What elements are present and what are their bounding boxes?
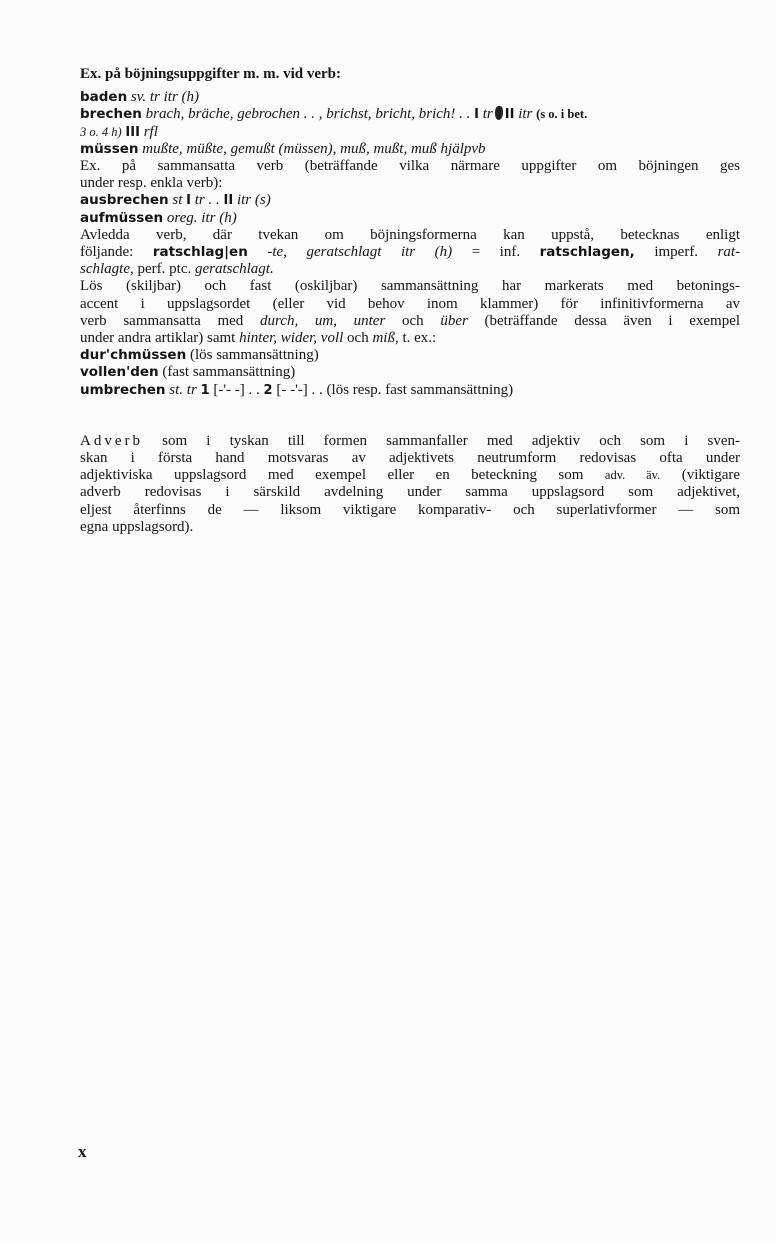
entry-brechen-cont [80, 124, 740, 141]
text-line: egna uppslagsord). [80, 518, 194, 535]
ink-blot [495, 106, 503, 120]
text: (viktigare [681, 467, 741, 484]
entry-mussen [80, 141, 740, 158]
text-line [80, 244, 740, 261]
prefix: miß, [372, 330, 399, 347]
text-line [80, 467, 740, 484]
headword: brechen [80, 106, 142, 123]
grammar: oreg. itr (h) [166, 209, 237, 226]
text-line: accent i uppslagsordet (eller vid behov inom klammer) för infinitivformerna av [80, 295, 740, 312]
forms: mußte, müßte, gemußt (müssen), muß, mußt, muß hjälpvb [142, 140, 486, 157]
page-number: x [78, 1142, 87, 1161]
text-line: adverb redovisas i särskild avdelning under samma uppslagsord som adjektivet, [80, 484, 740, 501]
text-line [80, 261, 740, 278]
grammar: itr [518, 106, 533, 123]
prefix-list: durch, um, unter [260, 312, 386, 329]
headword: dur'chmüssen [80, 347, 187, 364]
entry-durchmussen [80, 347, 740, 364]
grammar: (s) [254, 192, 271, 209]
text: perf. ptc. [137, 261, 192, 278]
grammar: st. tr [169, 381, 197, 398]
sense-number: 1 [200, 382, 210, 398]
text-line: Avledda verb, där tvekan om böjningsformerna kan uppstå, betecknas enligt [80, 226, 740, 243]
text: (lös sammansättning) [189, 347, 319, 364]
heading: Ex. på böjningsuppgifter m. m. vid verb: [80, 66, 342, 82]
grammar: rfl [143, 123, 158, 140]
page-body [80, 66, 740, 536]
text: som i tyskan till formen sammanfaller med adjektiv och som i sven- [162, 432, 740, 449]
entry-aufmussen [80, 210, 740, 227]
grammar: st [172, 192, 183, 209]
grammar: tr . . [194, 192, 220, 209]
text-line [80, 330, 740, 347]
grammar: 3 o. 4 h) [80, 124, 122, 139]
sense-number: 2 [263, 382, 273, 398]
accent-pattern: [- -'-] . . [276, 381, 323, 398]
roman-numeral: I [474, 107, 480, 123]
text: (fast sammansättning) [162, 364, 296, 381]
headword: umbrechen [80, 381, 166, 398]
text: verb sammansatta med [80, 312, 244, 329]
grammar: schlagte, [80, 261, 134, 278]
headword: ratschlag|en [152, 244, 248, 261]
headword: aufmüssen [80, 209, 164, 226]
grammar: tr [482, 106, 493, 123]
grammar: rat- [717, 244, 741, 261]
entry-baden [80, 89, 740, 106]
headword: ausbrechen [80, 192, 169, 209]
grammar: (s o. i bet. [536, 107, 588, 122]
emphasis-word: Adverb [80, 432, 143, 449]
text: (beträffande dessa även i exempel [484, 312, 741, 329]
entry-ausbrechen [80, 192, 740, 209]
text-line [80, 313, 740, 330]
text: (lös resp. fast sammansättning) [326, 381, 514, 398]
text: t. ex.: [402, 330, 437, 347]
headword: vollen'den [80, 364, 159, 381]
grammar: itr [236, 192, 252, 209]
text: imperf. [654, 244, 699, 261]
roman-numeral: III [125, 124, 140, 140]
entry-brechen [80, 106, 740, 123]
grammar: sv. tr itr (h) [130, 89, 200, 106]
text: och [401, 312, 424, 329]
text-line: skan i första hand motsvaras av adjektivets neutrumform redovisas ofta under [80, 450, 740, 467]
text: = inf. [471, 244, 521, 261]
text-line: Ex. på sammansatta verb (beträffande vilka närmare uppgifter om böjningen ges [80, 158, 740, 175]
text-line: under resp. enkla verb): [80, 175, 223, 192]
prefix-list: hinter, wider, voll [239, 330, 344, 347]
entry-umbrechen [80, 382, 740, 399]
text: och [347, 330, 369, 347]
roman-numeral: II [504, 107, 515, 123]
headword: ratschlagen, [539, 244, 635, 261]
text-line: eljest återfinns de — liksom viktigare komparativ- och superlativformer — som [80, 501, 740, 518]
grammar: geratschlagt. [194, 261, 274, 278]
forms: brach, bräche, gebrochen . . , brichst, bricht, brich! . . [145, 106, 471, 123]
text: följande: [80, 244, 134, 261]
text-line: Lös (skiljbar) och fast (oskiljbar) sammansättning har markerats med betonings- [80, 278, 740, 295]
grammar: -te, geratschlagt itr (h) [267, 244, 453, 261]
roman-numeral: I [186, 193, 191, 209]
text: adjektiviska uppslagsord med exempel eller en beteckning som [80, 467, 584, 484]
text-line [80, 433, 740, 450]
headword: müssen [80, 140, 139, 157]
entry-vollenden [80, 364, 740, 381]
accent-pattern: [-'- -] . . [213, 381, 260, 398]
prefix: über [440, 312, 468, 329]
abbreviation: adv. äv. [604, 468, 661, 483]
roman-numeral: II [223, 193, 234, 209]
text: under andra artiklar) samt [80, 330, 236, 347]
headword: baden [80, 89, 128, 106]
